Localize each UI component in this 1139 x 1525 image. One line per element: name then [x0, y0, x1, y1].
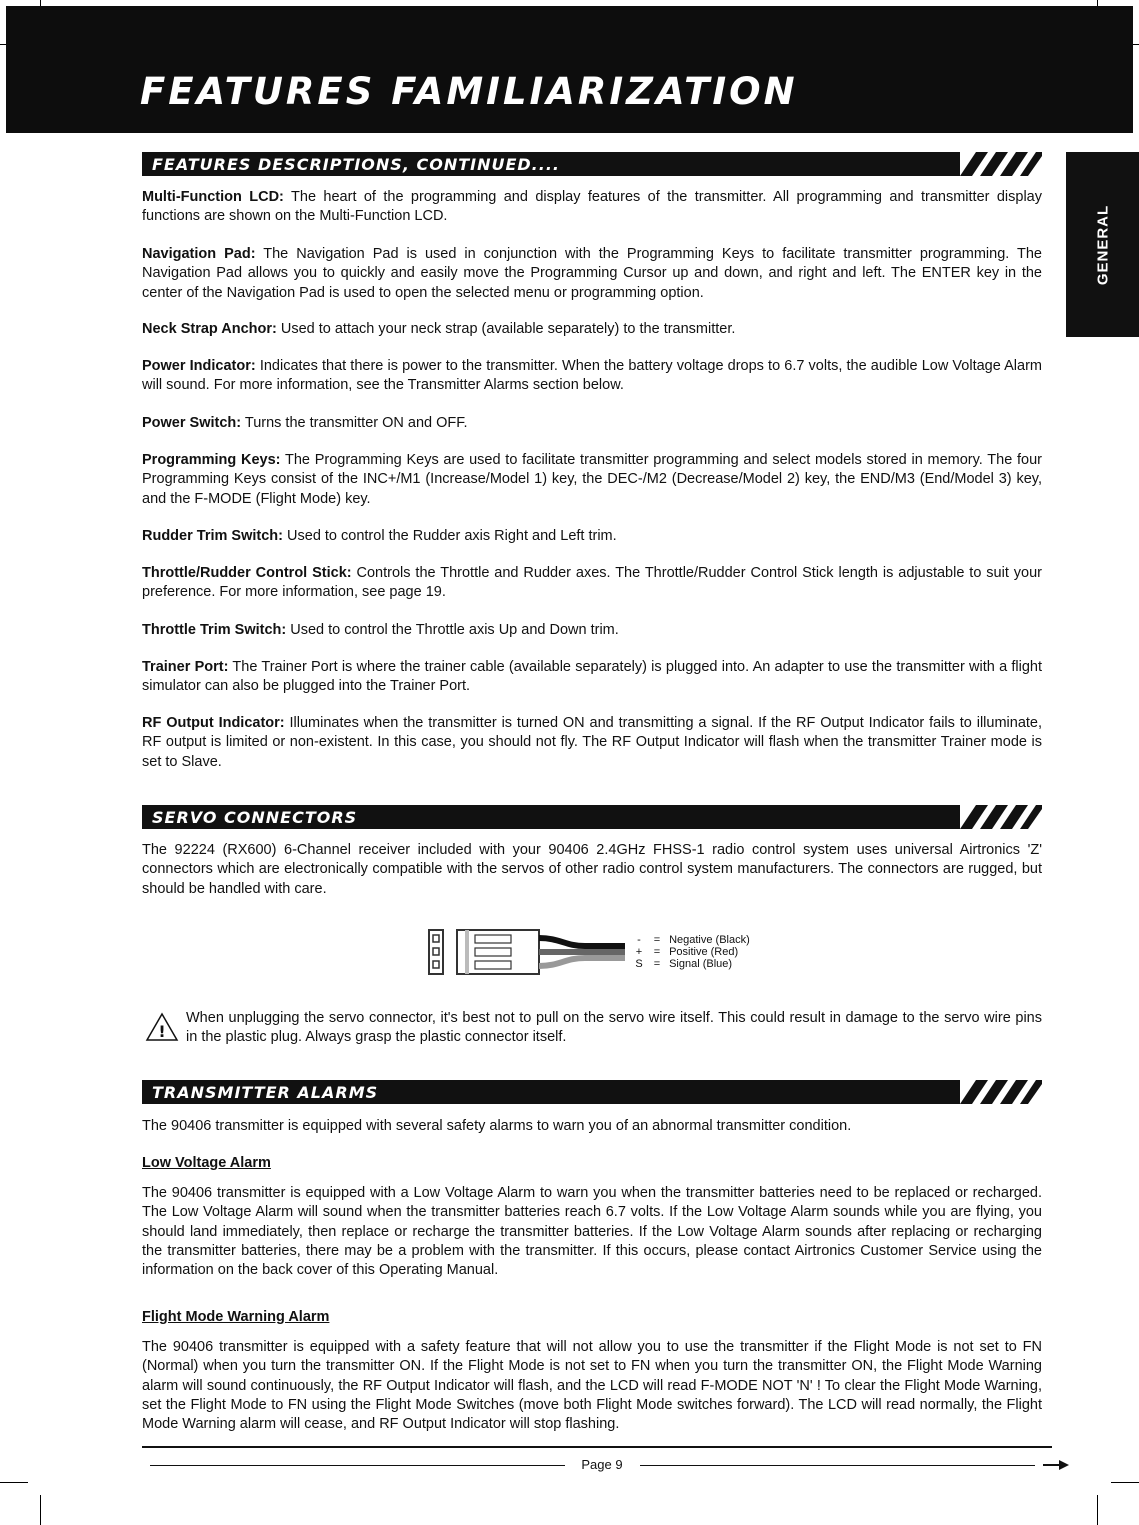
feature-item [142, 320, 1042, 339]
feature-item [142, 714, 1042, 772]
feature-term: Multi-Function LCD: [142, 189, 284, 205]
feature-term: Throttle Trim Switch: [142, 622, 287, 638]
footer-rule-right [640, 1465, 1035, 1466]
subsection-heading: Low Voltage Alarm [142, 1155, 271, 1171]
bottom-rule [142, 1446, 1052, 1448]
feature-term: Throttle/Rudder Control Stick: [142, 565, 352, 581]
feature-text: Turns the transmitter ON and OFF. [241, 415, 468, 431]
feature-term: Power Indicator: [142, 358, 256, 374]
feature-text: Illuminates when the transmitter is turned ON and transmitting a signal. If the RF Output Indicator fails to illuminate, RF output is limited or non-existent. In this case, you should not fly. The RF Output Indicator will flash when the transmitter Trainer mode is set to Slave. [142, 715, 1043, 770]
section-bar-features [142, 152, 1042, 176]
page-title: FEATURES FAMILIARIZATION [140, 70, 798, 113]
footer-rule-left [150, 1465, 565, 1466]
slash-stripes-icon [960, 1080, 1042, 1104]
feature-item [142, 451, 1042, 509]
feature-item [142, 658, 1042, 697]
svg-text:!: ! [158, 1022, 166, 1041]
slash-stripes-icon [960, 152, 1042, 176]
feature-item [142, 188, 1042, 227]
arrow-right-icon [1043, 1459, 1069, 1471]
legend-row: S = Signal (Blue) [635, 958, 733, 970]
feature-item [142, 621, 1042, 640]
legend-row: - = Negative (Black) [637, 934, 750, 946]
feature-text: Used to control the Rudder axis Right and Left trim. [283, 528, 617, 544]
feature-term: Trainer Port: [142, 659, 229, 675]
servo-body: The 92224 (RX600) 6-Channel receiver included with your 90406 2.4GHz FHSS-1 radio control system uses universal Airtronics 'Z' connectors which are electronically compatible with the servos of other radio control system manufacturers. The connectors are rugged, but should be handled with care. [142, 842, 1042, 897]
feature-text: The Trainer Port is where the trainer cable (available separately) is plugged into. An adapter to use the transmitter with a flight simulator can also be plugged into the Trainer Port. [142, 659, 1042, 695]
section-title: TRANSMITTER ALARMS [152, 1083, 379, 1102]
feature-term: RF Output Indicator: [142, 715, 285, 731]
section-tab [1066, 152, 1139, 337]
crop-mark [1097, 1495, 1098, 1525]
feature-text: Used to attach your neck strap (available separately) to the transmitter. [276, 321, 736, 337]
section-title: SERVO CONNECTORS [152, 808, 358, 827]
caution-note: When unplugging the servo connector, it's best not to pull on the servo wire itself. This could result in damage to the servo wire pins in the plastic plug. Always grasp the plastic connector itself. [186, 1010, 1042, 1046]
feature-item [142, 414, 1042, 433]
legend-row: + = Positive (Red) [635, 946, 739, 958]
feature-text: Used to control the Throttle axis Up and Down trim. [286, 622, 619, 638]
section-title: FEATURES DESCRIPTIONS, CONTINUED.... [152, 155, 560, 174]
feature-text: Indicates that there is power to the transmitter. When the battery voltage drops to 6.7 volts, the audible Low Voltage Alarm will sound. For more information, see the Transmitter Alarms section below. [142, 358, 1042, 394]
section-bar-servo [142, 805, 1042, 829]
feature-item [142, 564, 1042, 603]
feature-text: The Navigation Pad is used in conjunction with the Programming Keys to facilitate transmitter programming. The Navigation Pad allows you to quickly and easily move the Programming Cursor up and down, and right and left. The ENTER key in the center of the Navigation Pad is used to open the selected menu or programming option. [142, 246, 1042, 301]
subsection-body: The 90406 transmitter is equipped with a Low Voltage Alarm to warn you when the transmitter batteries need to be replaced or recharged. The Low Voltage Alarm will sound when the transmitter batteries reach 6.7 volts. If the Low Voltage Alarm sounds while you are flying, you should land immediately, then replace or recharge the transmitter batteries. If the Low Voltage Alarm sounds after replacing or recharging the transmitter batteries, there may be a problem with the transmitter. If this occurs, please contact Airtronics Customer Service using the information on the back cover of this Operating Manual. [142, 1185, 1042, 1279]
feature-text: Controls the Throttle and Rudder axes. The Throttle/Rudder Control Stick length is adjustable to suit your preference. For more information, see page 19. [142, 565, 1042, 601]
feature-term: Navigation Pad: [142, 246, 256, 262]
feature-term: Power Switch: [142, 415, 242, 431]
feature-item [142, 527, 1042, 546]
feature-term: Rudder Trim Switch: [142, 528, 283, 544]
feature-text: The heart of the programming and display features of the transmitter. All programming and transmitter display functions are shown on the Multi-Function LCD. [142, 189, 1042, 225]
page-number: Page 9 [581, 1457, 623, 1472]
feature-term: Neck Strap Anchor: [142, 321, 277, 337]
section-tab-label: GENERAL [1094, 204, 1111, 285]
servo-connector-diagram [425, 926, 630, 978]
subsection-body: The 90406 transmitter is equipped with a safety feature that will not allow you to use the transmitter if the Flight Mode is not set to FN (Normal) when you turn the transmitter ON. If the Flight Mode is not set to FN when you turn the transmitter ON, the Flight Mode Warning alarm will sound continuously, the RF Output Indicator will flash, and the LCD will read F-MODE NOT 'N' ! To clear the Flight Mode Warning, set the Flight Mode to FN using the Flight Mode Switches (move both Flight Mode switches forward). The LCD will read normally, the Flight Mode Warning alarm will cease, and RF Output Indicator will stop flashing. [142, 1339, 1042, 1433]
feature-text: The Programming Keys are used to facilitate transmitter programming and select models stored in memory. The four Programming Keys consist of the INC+/M1 (Increase/Model 1) key, the DEC-/M2 (Decrease/Model 2) key, the END/M3 (End/Model 3) key, and the F-MODE (Flight Mode) key. [142, 452, 1042, 507]
feature-item [142, 245, 1042, 303]
feature-term: Programming Keys: [142, 452, 281, 468]
slash-stripes-icon [960, 805, 1042, 829]
crop-mark [1111, 1482, 1139, 1483]
wire-legend [630, 934, 750, 970]
feature-item [142, 357, 1042, 396]
crop-mark [40, 1495, 41, 1525]
crop-mark [0, 1482, 28, 1483]
warning-icon [145, 1012, 179, 1042]
section-bar-alarms [142, 1080, 1042, 1104]
alarms-intro: The 90406 transmitter is equipped with several safety alarms to warn you of an abnormal transmitter condition. [142, 1118, 852, 1134]
subsection-heading: Flight Mode Warning Alarm [142, 1309, 330, 1325]
